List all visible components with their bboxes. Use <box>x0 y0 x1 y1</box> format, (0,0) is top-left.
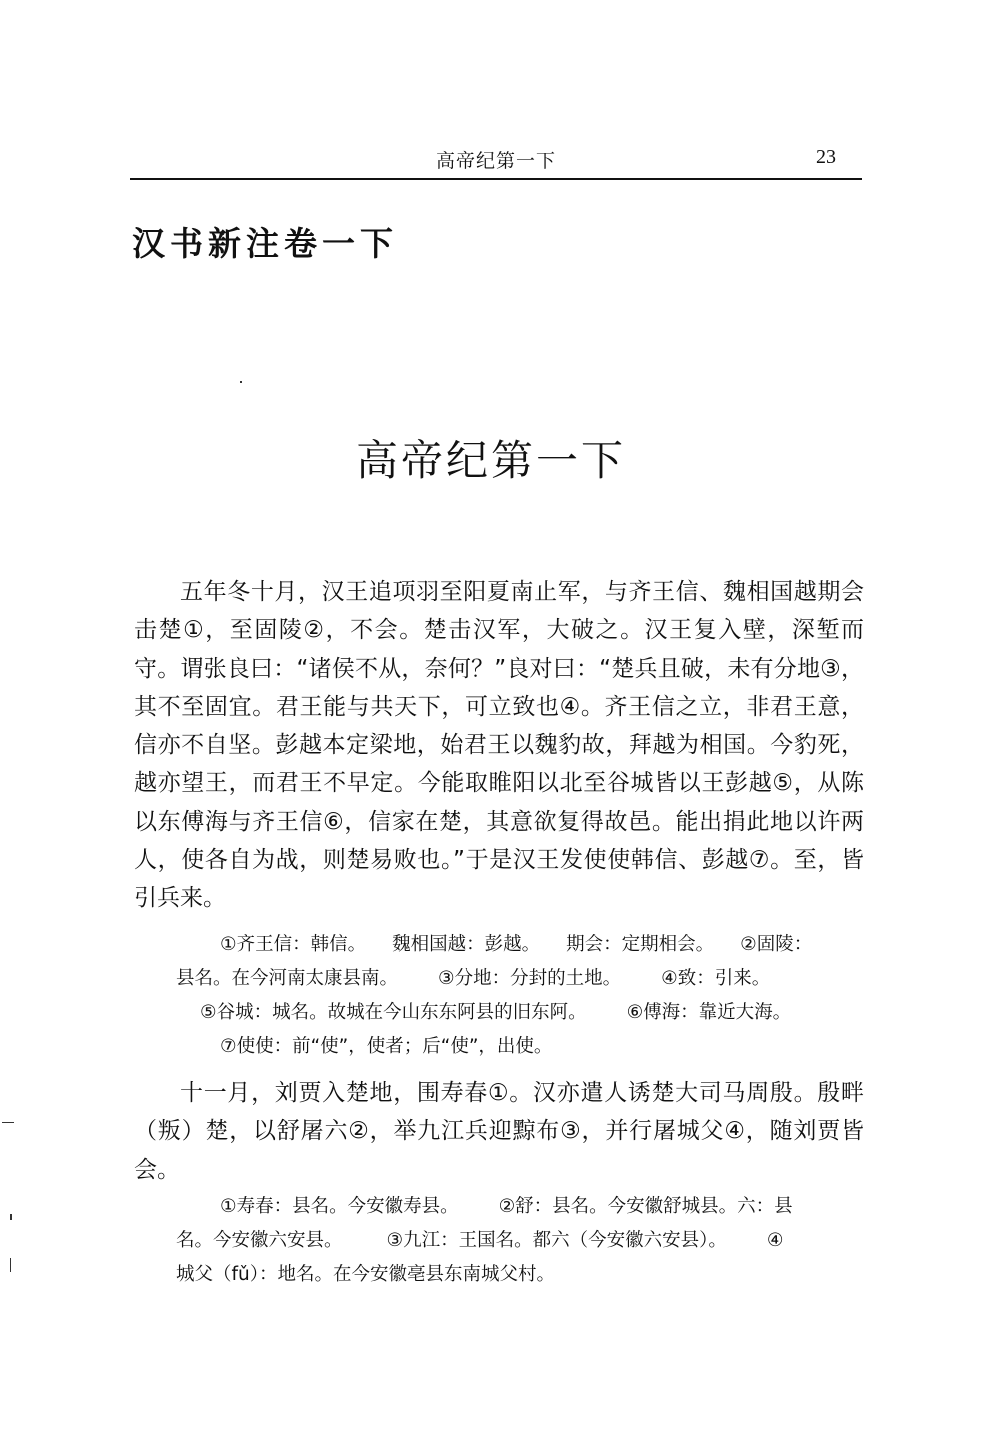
note-text: ④致：引来。 <box>661 968 771 989</box>
paragraph-2: 十一月，刘贾入楚地，围寿春①。汉亦遣人诱楚大司马周殷。殷畔（叛）楚，以舒屠六②，举九江兵迎黥布③，并行屠城父④，随刘贾皆会。 <box>134 1080 864 1183</box>
note-text: 城父（fǔ）：地名。在今安徽亳县东南城父村。 <box>176 1264 555 1285</box>
book-title: 汉书新注卷一下 <box>132 224 398 263</box>
note-text: ①寿春：县名。今安徽寿县。 <box>220 1196 459 1217</box>
scan-mark <box>10 1214 12 1220</box>
note-line <box>176 1224 866 1258</box>
scan-mark <box>10 1258 11 1272</box>
scan-mark <box>240 381 242 383</box>
notes-block-2 <box>176 1190 866 1292</box>
note-text: ③分地：分封的土地。 <box>438 968 622 989</box>
note-text: 魏相国越：彭越。 <box>392 934 541 955</box>
note-text: ②舒：县名。今安徽舒城县。六：县 <box>498 1196 793 1217</box>
page-number: 23 <box>816 146 836 168</box>
note-text: ②固陵： <box>740 934 813 955</box>
note-line <box>176 928 866 962</box>
note-line <box>176 1258 866 1292</box>
paragraph-1: 五年冬十月，汉王追项羽至阳夏南止军，与齐王信、魏相国越期会击楚①，至固陵②，不会。楚击汉军，大破之。汉王复入壁，深堑而守。谓张良曰：“诸侯不从，奈何？”良对曰：“楚兵且破，未有分地③，其不至固宜。君王能与共天下，可立致也④。齐王信之立，非君王意，信亦不自坚。彭越本定梁地，始君王以魏豹故，拜越为相国。今豹死，越亦望王，而君王不早定。今能取睢阳以北至谷城皆以王彭越⑤，从陈以东傅海与齐王信⑥，信家在楚，其意欲复得故邑。能出捐此地以许两人，使各自为战，则楚易败也。”于是汉王发使使韩信、彭越⑦。至，皆引兵来。 <box>134 579 864 912</box>
note-text: ③九江：王国名。都六（今安徽六安县）。 <box>386 1230 727 1251</box>
scan-mark <box>2 1122 14 1123</box>
notes-block-1 <box>176 928 866 1064</box>
chapter-title: 高帝纪第一下 <box>355 436 626 485</box>
note-text: ④ <box>766 1230 784 1251</box>
note-line <box>176 962 866 996</box>
note-text: 期会：定期相会。 <box>566 934 715 955</box>
note-line <box>176 996 866 1030</box>
note-text: 县名。在今河南太康县南。 <box>176 968 399 989</box>
note-text: ⑤谷城：城名。故城在今山东东阿县的旧东阿。 <box>200 1002 587 1023</box>
note-line <box>176 1030 866 1064</box>
note-line <box>176 1190 866 1224</box>
note-text: ⑥傅海：靠近大海。 <box>626 1002 792 1023</box>
note-text: ①齐王信：韩信。 <box>220 934 367 955</box>
note-text: ⑦使使：前“使”，使者；后“使”，出使。 <box>220 1036 553 1057</box>
running-header <box>130 144 862 180</box>
note-text: 名。今安徽六安县。 <box>176 1230 343 1251</box>
running-title: 高帝纪第一下 <box>435 150 556 172</box>
